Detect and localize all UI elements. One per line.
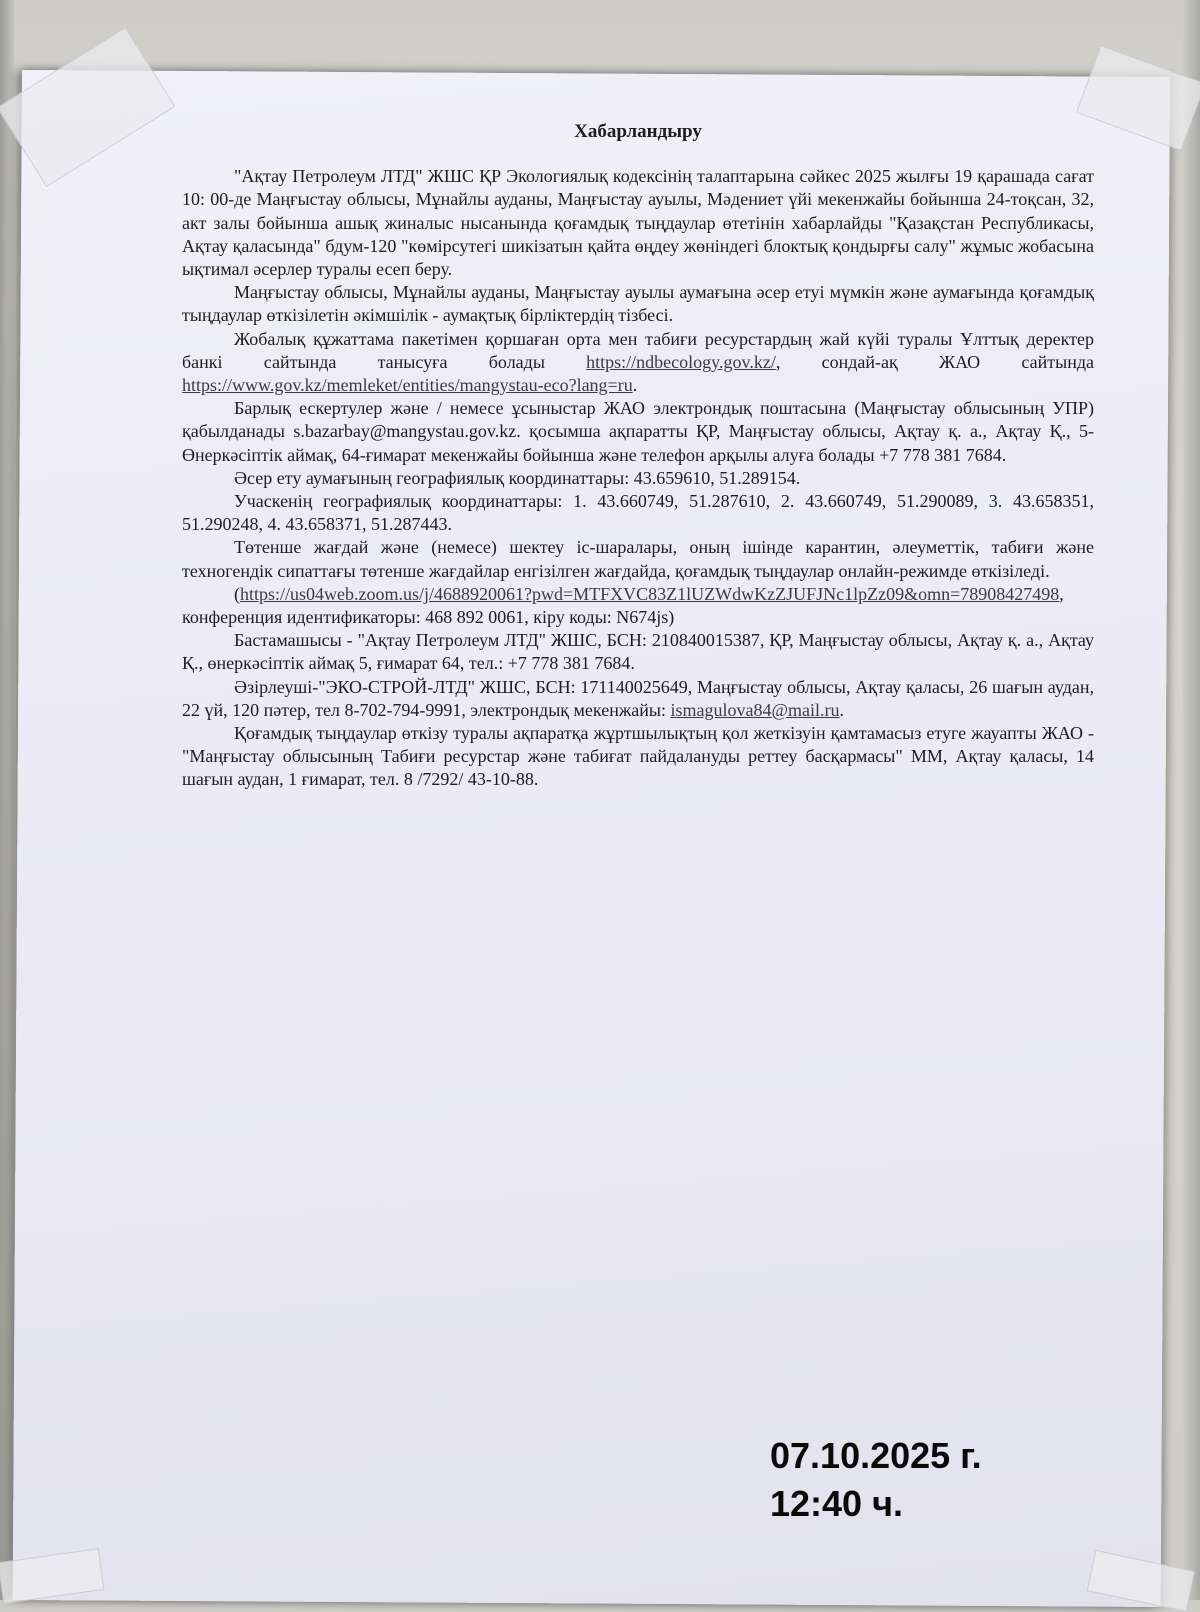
zoom-text-1: ( [234,583,240,604]
paragraph-site-coordinates: Учаскенің географиялық координаттары: 1. 43.660749, 51.287610, 2. 43.660749, 51.290089, 3. 43.658351, 51.290248, 4. 43.658371, 51.287443. [182,491,1094,535]
documentation-text-1: Жобалық құжаттама пакетімен қоршаған орта мен табиғи ресурстардың жай күйі туралы Ұлттық деректер банкі сайтында танысуға болады [182,328,1094,372]
wall-edge-right [1182,0,1200,1600]
paragraph-impact-coordinates: Әсер ету аумағының географиялық координаттары: 43.659610, 51.289154. [234,467,801,488]
developer-text-2: . [839,699,845,720]
notice-title: Хабарландыру [574,121,702,142]
stamp-date: 07.10.2025 г. [770,1435,982,1476]
gov-kz-link[interactable]: https://www.gov.kz/memleket/entities/mangystau-eco?lang=ru [182,375,633,396]
zoom-link[interactable]: https://us04web.zoom.us/j/4688920061?pwd=MTFXVC83Z1lUZWdwKzZJUFJNc1lpZz09&omn=78908427498 [240,583,1060,604]
zoom-text-2: , конференция идентификаторы: 468 892 0061, кіру коды: N674js) [182,583,1064,628]
wall-edge-left [0,0,14,1600]
paragraph-developer [182,676,1094,722]
developer-text-1: Әзірлеуші-"ЭКО-СТРОЙ-ЛТД" ЖШС, БСН: 171140025649, Маңғыстау облысы, Ақтау қаласы, 26 шағын аудан, 22 үй, 120 пәтер, тел 8-702-794-9991, электрондық мекенжайы: [182,676,1094,720]
paragraph-responsible-authority: Қоғамдық тыңдаулар өткізу туралы ақпаратқа жұртшылықтың қол жеткізуін қамтамасыз етуге жауапты ЖАО - "Маңғыстау облысының Табиғи ресурстар және табиғат пайдалануды реттеу басқармасы" ММ, Ақтау қаласы, 14 шағын аудан, 1 ғимарат, тел. 8 /7292/ 43-10-88. [182,723,1094,790]
paragraph-emergency: Төтенше жағдай және (немесе) шектеу іс-шаралары, оның ішінде карантин, әлеуметтік, табиғи және техногендік сипаттағы төтенше жағдайлар енгізілген жағдайда, қоғамдық тыңдаулар онлайн-режимде өткізіледі. [182,537,1094,581]
paragraph-zoom [182,583,1094,629]
paragraph-initiator: Бастамашысы - "Ақтау Петролеум ЛТД" ЖШС, БСН: 210840015387, ҚР, Маңғыстау облысы, Ақтау қ. а., Ақтау Қ., өнеркәсіптік аймақ 5, ғимарат 64, тел.: +7 778 381 7684. [182,630,1094,674]
paragraph-comments: Барлық ескертулер және / немесе ұсыныстар ЖАО электрондық поштасына (Маңғыстау облысының УПР) қабылданады s.bazarbay@mangystau.gov.kz. қосымша ақпаратты ҚР, Маңғыстау облысы, Ақтау қ. а., Ақтау Қ., 5-Өнеркәсіптік аймақ, 64-ғимарат мекенжайы бойынша және телефон арқылы алуға болады +7 778 381 7684. [182,398,1094,465]
stamp-time: 12:40 ч. [770,1483,903,1524]
paragraph-announcement: "Ақтау Петролеум ЛТД" ЖШС ҚР Экологиялық кодексінің талаптарына сәйкес 2025 жылғы 19 қарашада сағат 10: 00-де Маңғыстау облысы, Мұнайлы ауданы, Маңғыстау ауылы, Мәдениет үйі мекенжайы бойынша 24-тоқсан, 32, акт залы бойынша ашық жиналыс нысанында қоғамдық тыңдаулар өтетінін хабарлайды "Қазақстан Республикасы, Ақтау қаласында" бдум-120 "көмірсутегі шикізатын қайта өңдеу жөніндегі блоктық қондырғы салу" жұмыс жобасына ықтимал әсерлер туралы есеп беру. [182,166,1094,280]
paragraph-territories: Маңғыстау облысы, Мұнайлы ауданы, Маңғыстау ауылы аумағына әсер етуі мүмкін және аумағында қоғамдық тыңдаулар өткізілетін әкімшілік - аумақтық бірліктердің тізбесі. [182,282,1094,326]
paragraph-documentation [182,328,1094,398]
ndbecology-link[interactable]: https://ndbecology.gov.kz/ [586,351,776,372]
notice-document [182,120,1094,792]
documentation-text-2: , сондай-ақ ЖАО сайтында [775,351,1095,372]
developer-email-link[interactable]: ismagulova84@mail.ru [670,699,840,720]
photo-date-stamp [770,1432,982,1528]
documentation-text-3: . [632,375,638,396]
